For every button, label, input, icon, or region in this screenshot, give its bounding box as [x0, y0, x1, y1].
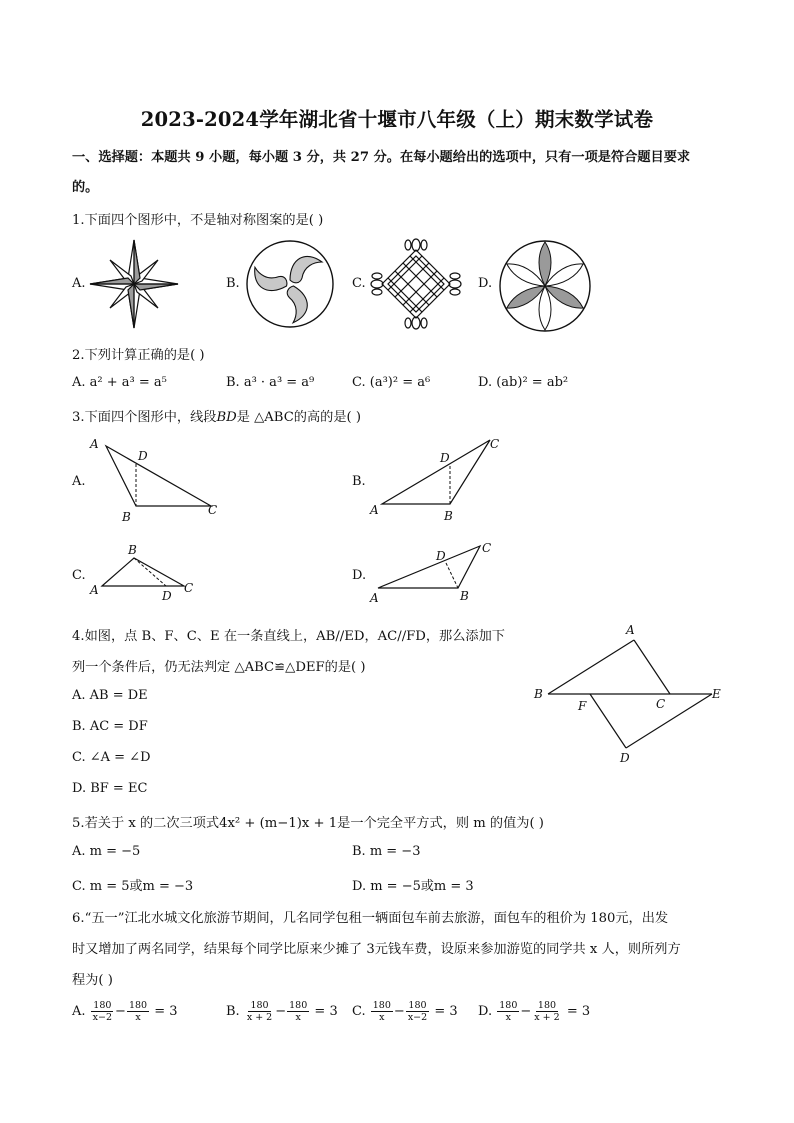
svg-text:A: A — [90, 437, 99, 451]
svg-text:C: C — [184, 581, 194, 595]
q3-label-c: C. — [72, 568, 86, 583]
q2-option-b-expr: a³ · a³ = a⁹ — [243, 375, 315, 390]
svg-text:F: F — [578, 699, 587, 713]
q3-figure-a — [84, 432, 234, 527]
q3-stem: 3.下面四个图形中，线段BD是 △ABC的高的是( ) — [72, 410, 362, 425]
page-title: 2023-2024学年湖北省十堰市八年级（上）期末数学试卷 — [140, 108, 654, 131]
q1-label-c: C. — [352, 276, 366, 291]
q2-option-c[interactable]: C. (a³)² = a⁶ — [352, 375, 431, 390]
q6-option-b[interactable]: B. $\frac{180}{x + 2}$ − $\frac{180}{x}$ = 3 — [226, 1000, 338, 1023]
q1-figure-b-swirl — [244, 238, 336, 330]
q1-stem: 1.下面四个图形中，不是轴对称图案的是( ) — [72, 213, 324, 228]
q6-stem-line2: 时又增加了两名同学，结果每个同学比原来少摊了 3元钱车费，设原来参加游览的同学共 x 人，则所列方 — [72, 942, 681, 957]
q3-label-b: B. — [352, 474, 366, 489]
q4-stem-line1: 4.如图，点 B、F、C、E 在一条直线上，AB//ED，AC//FD，那么添加下 — [72, 629, 505, 644]
q2-option-c-expr: (a³)² = a⁶ — [369, 375, 431, 390]
q1-label-d: D. — [478, 276, 493, 291]
q3-figure-d — [366, 536, 516, 608]
q3-label-a: A. — [72, 474, 86, 489]
svg-text:B: B — [444, 509, 453, 523]
q2-option-a[interactable]: A. a² + a³ = a⁵ — [72, 375, 167, 390]
q3-label-d: D. — [352, 568, 367, 583]
q2-stem: 2.下列计算正确的是( ) — [72, 348, 205, 363]
svg-text:A: A — [370, 503, 379, 517]
svg-text:C: C — [490, 437, 500, 451]
q6-stem-line3: 程为( ) — [72, 973, 113, 988]
svg-text:B: B — [122, 510, 131, 524]
q4-option-c[interactable]: C. ∠A = ∠D — [72, 750, 151, 765]
svg-text:C: C — [208, 503, 218, 517]
q1-figure-c-knot — [370, 238, 462, 330]
svg-text:A: A — [626, 623, 635, 637]
svg-text:D: D — [620, 751, 630, 765]
q2-option-d[interactable]: D. (ab)² = ab² — [478, 375, 569, 390]
svg-text:A: A — [90, 583, 99, 597]
svg-text:D: D — [440, 451, 450, 465]
section-heading-line1: 一、选择题：本题共 9 小题，每小题 3 分，共 27 分。在每小题给出的选项中，只有一项是符合题目要求 — [72, 150, 691, 165]
svg-text:D: D — [162, 589, 172, 603]
q2-option-d-expr: (ab)² = ab² — [496, 375, 569, 390]
q4-option-b[interactable]: B. AC = DF — [72, 719, 148, 734]
svg-text:D: D — [138, 449, 148, 463]
q2-option-a-expr: a² + a³ = a⁵ — [89, 375, 167, 390]
q4-stem-line2: 列一个条件后，仍无法判定 △ABC≌△DEF的是( ) — [72, 660, 366, 675]
q4-figure — [530, 620, 730, 770]
q1-label-a: A. — [72, 276, 86, 291]
svg-text:C: C — [482, 541, 492, 555]
section-heading-line2: 的。 — [72, 180, 99, 195]
q5-option-d[interactable]: D. m = −5或m = 3 — [352, 879, 474, 894]
q6-stem-line1: 6.“五一”江北水城文化旅游节期间，几名同学包租一辆面包车前去旅游，面包车的租价为 180元，出发 — [72, 911, 669, 926]
q3-figure-c — [86, 540, 206, 606]
q4-option-d[interactable]: D. BF = EC — [72, 781, 148, 796]
svg-text:D: D — [436, 549, 446, 563]
q5-option-a[interactable]: A. m = −5 — [72, 844, 141, 859]
svg-text:B: B — [128, 543, 137, 557]
q6-option-d[interactable]: D. $\frac{180}{x}$ − $\frac{180}{x + 2}$ = 3 — [478, 1000, 591, 1023]
svg-text:C: C — [656, 697, 666, 711]
svg-text:B: B — [534, 687, 543, 701]
q3-figure-b — [366, 432, 516, 527]
q1-figure-d-flower — [497, 238, 593, 334]
q5-stem: 5.若关于 x 的二次三项式4x² + (m−1)x + 1是一个完全平方式，则 m 的值为( ) — [72, 816, 544, 831]
q6-option-a[interactable]: A. $\frac{180}{x-2}$ − $\frac{180}{x}$ = 3 — [72, 1000, 178, 1023]
q5-option-c[interactable]: C. m = 5或m = −3 — [72, 879, 194, 894]
q5-option-b[interactable]: B. m = −3 — [352, 844, 421, 859]
svg-text:A: A — [370, 591, 379, 605]
q4-option-a[interactable]: A. AB = DE — [72, 688, 148, 703]
q1-figure-a-star — [88, 238, 180, 330]
svg-text:B: B — [460, 589, 469, 603]
q1-label-b: B. — [226, 276, 240, 291]
q2-option-b[interactable]: B. a³ · a³ = a⁹ — [226, 375, 315, 390]
svg-text:E: E — [712, 687, 721, 701]
q6-option-c[interactable]: C. $\frac{180}{x}$ − $\frac{180}{x-2}$ = 3 — [352, 1000, 458, 1023]
